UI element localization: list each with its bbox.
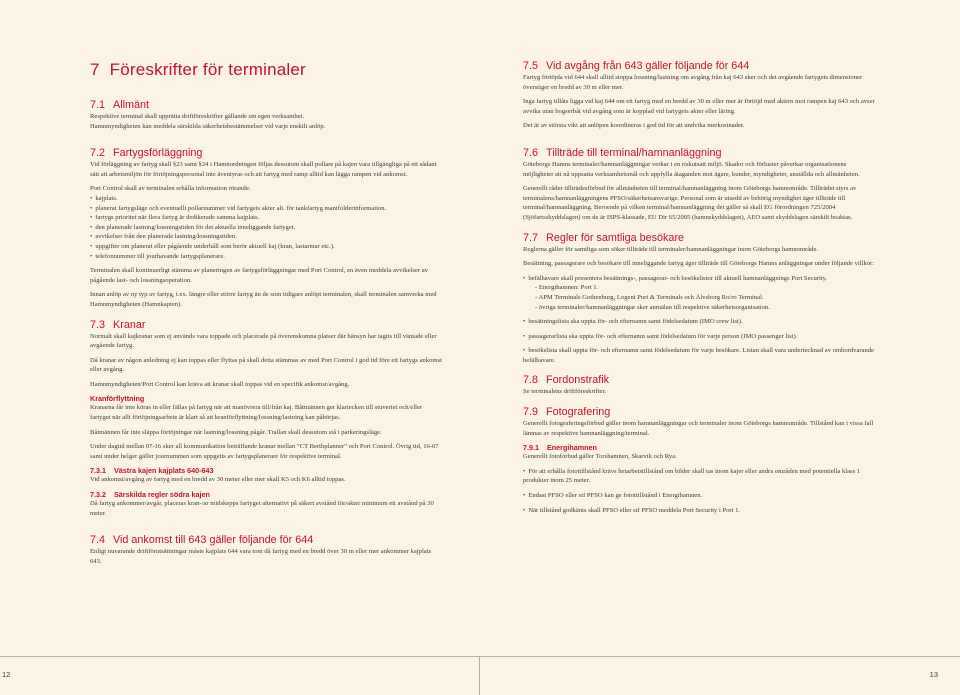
list-item: • kajplats. — [90, 194, 442, 204]
port-control-info-list — [90, 194, 442, 261]
list-item: • Endast PFSO eller stf PFSO kan ge fotottillstånd i Energihamnen. — [523, 491, 875, 501]
section-7-5-p1: Fartyg förtöjda vid 644 skall alltid stoppa lossning/lastning om avgång från kaj 643 sker och det avgående fartygets dimensioner överstiger en bredd av 30 m eller mer. — [523, 74, 863, 91]
section-7-4-p1: Enligt nuvarande driftförutsättningar måste kajplats 644 vara tom då fartyg med en bredd över 30 m eller mer ankommer kajplats 643. — [90, 548, 432, 565]
page-divider — [479, 657, 480, 695]
list-item: • fartygs prioritet när flera fartyg är dedikerade samma kajplats. — [90, 213, 442, 223]
list-sub-item: - övriga terminaler/hamnanläggningar sker anmälan till respektive säkerhetsorganisation. — [535, 303, 770, 311]
section-7-7-p2: Besättning, passagerare och besökare till inneliggande fartyg äger tillträde till Göteborgs Hamns anläggningar under följande villkor: — [523, 260, 875, 268]
list-item: • befälhavare skall presentera besättnings-, passagerar- och besökslistor till aktuell hamnanläggnings Port Security. — [523, 274, 875, 284]
section-7-3-p2: Då kranar av någon anledning ej kan toppas eller flyttas på skall detta stämmas av med Port Control i god tid före ett fartygs ankomst eller avgång. — [90, 356, 442, 374]
page-number-left: 12 — [2, 670, 11, 679]
section-7-2-p1: Vid förläggning av fartyg skall §23 samt §24 i Hamnordningen följas dessutom skall pollare på kajen vara tillgängliga på ett sådant sätt att arbetsmiljön för förtöjningspersonal inte äventyras och att fartyg med ramp alltid kan lägga rampen vid ankomst. — [90, 161, 437, 178]
section-7-5-heading: 7.5 Vid avgång från 643 gäller följande för 644 — [523, 60, 750, 72]
right-page-column — [523, 60, 875, 515]
section-7-4-heading: 7.4 Vid ankomst till 643 gäller följande för 644 — [90, 534, 314, 547]
list-item: • planerat fartygsläge och eventuellt pollarnummer vid fartygets akter alt. för tankfartyg manifolderinformation. — [90, 204, 442, 214]
section-7-5-p2: Inga fartyg tillåts ligga vid kaj 644 om ett fartyg med en bredd av 30 m eller mer är förtöjd med aktern mot rampen kaj 643 och avser avvika utan bogserbåt vid avgång som är kopplad vid fartygets akter eller läring. — [523, 98, 875, 115]
section-7-3-p1: Normalt skall kajkranar som ej används vara toppade och placerade på överenskomna platser där hänsyn har tagits till väntade eller avgående fartyg. — [90, 332, 437, 350]
kranforflyttning-heading: Kranförflyttning — [90, 394, 145, 404]
list-item: • besökslista skall uppta för- och efternamn samt födelsedatum för varje besökare. Listan skall vara undertecknad av ombordvarande befälhavare. — [523, 346, 875, 365]
section-7-3-heading: 7.3 Kranar — [90, 318, 146, 331]
section-7-2-p4: Innan anlöp av ny typ av fartyg, t.ex. längre eller större fartyg än de som tidigare anlöpt terminalen, skall terminalen samverka med Hamnmyndigheten (Hamnkapten). — [90, 291, 437, 308]
page-number-right: 13 — [929, 670, 938, 679]
section-7-6-p2: Generellt råder tillträdesförbud för allmänheten till terminal/hamnanläggning inom Göteborgs hamnområde. Tillträdet styrs av terminalens/hamnanläggningens PFSO/säkerhetsansvarige. Personal som är utsedd av behörig myndighet äger tillträde till terminal/hamnanläggning. Beroende på vilken terminal/hamnanläggning det gäller så skall EG förordningen 725/2004 (Sjöfartsskyddslagen) om de är ISPS-klassade, EU Dir 65/2005 (hamnskyddslagen), AEO samt skyddslagen särskilt beaktas. — [523, 185, 857, 221]
section-7-3-2-heading: 7.3.2 Särskilda regler södra kajen — [90, 490, 210, 500]
section-7-3-p6: Under dagtid mellan 07-16 sker all kommunikation beträffande kranar mellan ”CT Berthplanner” och Port Control. Övrig tid, 16-07 samt under helger gäller journummen som uppgetts av fartygsplanerare för respektive terminal. — [90, 443, 439, 460]
list-item: • När tillstånd godkänts skall PFSO eller stf PFSO meddela Port Security i Port 1. — [523, 506, 875, 516]
section-7-1-heading: 7.1 Allmänt — [90, 99, 150, 111]
section-7-9-heading: 7.9 Fotografering — [523, 406, 611, 419]
list-item: • avvikelser från den planerade lastning/lossningstiden. — [90, 232, 442, 242]
section-7-6-heading: 7.6 Tillträde till terminal/hamnanläggning — [523, 146, 722, 159]
section-7-9-p1: Generellt fotograferingsförbud gäller inom hamnanläggningar och terminaler inom Göteborgs hamnområde. Tillstånd kan i vissa fall lämnas av respektive hamnanläggning/terminal. — [523, 420, 874, 437]
section-7-8-p1: Se terminalens driftföreskrifter. — [523, 388, 606, 396]
section-7-9-1-p1: Generellt fotoförbud gäller Torshamnen, Skarvik och Rya. — [523, 453, 677, 461]
page-footer — [0, 656, 960, 695]
section-7-3-2-p1: Då fartyg ankommer/avgår, placeras kran-/ar midskepps fartyget alternativt på säkert avstånd för/akter minimum ett avstånd på 30 meter. — [90, 500, 434, 517]
list-item: • För att erhålla fotottillstånd krävs hetarbetstillstånd om bilder skall tas inom kajer eller andra områden med potentiella klass 1 produkter inom 25 meter. — [523, 467, 875, 486]
section-7-5-p3: Det är av största vikt att anlöpen koordineras i god tid för att undvika merkostnader. — [523, 122, 745, 130]
section-7-3-p5: Båtmännen får inte släppa förtöjningar när lastning/lossning pågår. Trallan skall dessutom stå i parkeringsläge. — [90, 428, 382, 436]
section-7-9-1-heading: 7.9.1 Energihamnen — [523, 443, 597, 453]
chapter-title: 7 Föreskrifter för terminaler — [90, 60, 306, 79]
section-7-3-1-heading: 7.3.1 Västra kajen kajplats 640-643 — [90, 466, 214, 476]
list-sub-item: - APM Terminals Gothenburg, Logent Port & Terminals och Älvsborg Ro/ro Terminal. — [535, 293, 764, 301]
section-7-6-p1: Göteborgs Hamns terminaler/hamnanläggningar verkar i en riskutsatt miljö. Skador och förluster påverkar organisationens möjligheter att nå uppsatta verksamhetsmål och uppfylla åtaganden mot ägare, kunder, myndigheter, anställda och allmänheten. — [523, 160, 860, 178]
photo-rules-list — [523, 467, 875, 515]
section-7-3-p3: Hamnmyndigheten/Port Control kan kräva att kranar skall toppas vid en specifik ankomst/avgång. — [90, 380, 350, 388]
section-7-3-1-p1: Vid ankomst/avgång av fartyg med en bredd av 30 meter eller mer skall K5 och K6 alltid toppas. — [90, 476, 346, 484]
visitor-rules-list — [523, 274, 875, 366]
list-item: • telefonnummer till jourhavande fartygsplanerare. — [90, 252, 442, 262]
section-7-7-heading: 7.7 Regler för samtliga besökare — [523, 231, 685, 244]
section-7-7-p1: Reglerna gäller för samtliga som söker tillträde till terminaler/hamnanläggningar inom Göteborgs hamnområde. — [523, 245, 819, 253]
list-item: • uppgifter om planerat eller pågående underhåll som berör aktuell kaj (kran, lastarmar etc.). — [90, 242, 442, 252]
list-item: • passagerarlista ska uppta för- och efternamn samt födelsedatum för varje person (IMO passenger list). — [523, 332, 875, 342]
list-item: • besättningslista ska uppta för- och efternamn samt födelsedatum (IMO crew list). — [523, 317, 875, 327]
section-7-1-p1: Respektive terminal skall upprätta driftföreskrifter gällande sin egen verksamhet. — [90, 113, 305, 120]
section-7-8-heading: 7.8 Fordonstrafik — [523, 374, 610, 387]
list-sub-item: - Energihamnen: Port 1. — [535, 284, 599, 292]
left-page-column — [90, 60, 442, 566]
list-item: • den planerade lastning/lossningstiden för det aktuella inneliggande fartyget. — [90, 223, 442, 233]
section-7-2-heading: 7.2 Fartygsförläggning — [90, 147, 203, 160]
section-7-1-p2: Hamnmyndigheten kan meddela särskilda säkerhetsbestämmelser vid varje enskilt anlöp. — [90, 122, 326, 130]
section-7-3-p4: Kranarna får inte köras in eller fällas på fartyg när att manövrera till/från kaj. Båtmännen ger klartecken till stuveriet och/eller fartyget när allt förtöjningsarbete är klart så att kranförflyttning/lossning/lastning kan påbörjas. — [90, 404, 423, 422]
section-7-2-p3: Terminalen skall kontinuerligt stämma av planeringen av fartygsförläggningar med Port Control, en även meddela avvikelser av pågående last- och lossningsoperation. — [90, 267, 428, 284]
section-7-2-p2: Port Control skall av terminalen erhålla information rörande: — [90, 185, 251, 193]
